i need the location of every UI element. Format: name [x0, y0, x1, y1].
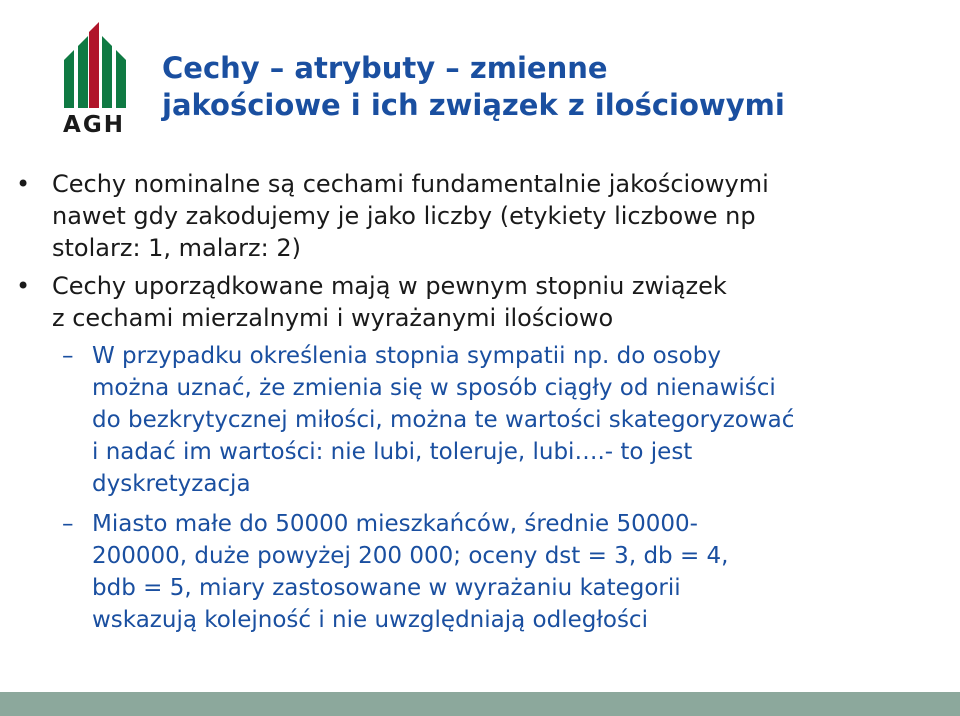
subbullet-line: można uznać, że zmienia się w sposób ciągły od nienawiści [92, 375, 776, 401]
page-title [162, 50, 785, 124]
dash-marker: – [62, 511, 74, 537]
title-line: jakościowe i ich związek z ilościowymi [162, 88, 785, 122]
agh-logo [58, 20, 130, 140]
subbullet-line: bdb = 5, miary zastosowane w wyrażaniu kategorii [92, 575, 681, 601]
footer-bar [0, 692, 960, 716]
bullet-item [0, 168, 960, 264]
bullet-item [0, 270, 960, 334]
subbullet-item [0, 508, 960, 636]
bullet-marker: • [16, 272, 31, 300]
subbullet-line: do bezkrytycznej miłości, można te wartości skategoryzować [92, 407, 795, 433]
bullet-line: Cechy uporządkowane mają w pewnym stopniu związek [52, 272, 727, 300]
agh-logo-icon [58, 20, 130, 112]
subbullet-line: i nadać im wartości: nie lubi, toleruje, lubi….- to jest [92, 439, 693, 465]
subbullet-line: W przypadku określenia stopnia sympatii np. do osoby [92, 343, 721, 369]
bullet-line: Cechy nominalne są cechami fundamentalnie jakościowymi [52, 170, 769, 198]
subbullet-item [0, 340, 960, 500]
bullet-line: nawet gdy zakodujemy je jako liczby (etykiety liczbowe np [52, 202, 756, 230]
subbullet-line: dyskretyzacja [92, 471, 251, 497]
slide-content [0, 168, 960, 644]
subbullet-line: Miasto małe do 50000 mieszkańców, średnie 50000- [92, 511, 698, 537]
logo-text: AGH [63, 112, 125, 138]
bullet-marker: • [16, 170, 31, 198]
subbullet-line: 200000, duże powyżej 200 000; oceny dst = 3, db = 4, [92, 543, 729, 569]
subbullet-line: wskazują kolejność i nie uwzględniają odległości [92, 607, 648, 633]
title-line: Cechy – atrybuty – zmienne [162, 51, 608, 85]
bullet-line: stolarz: 1, malarz: 2) [52, 234, 301, 262]
dash-marker: – [62, 343, 74, 369]
bullet-line: z cechami mierzalnymi i wyrażanymi ilościowo [52, 304, 614, 332]
